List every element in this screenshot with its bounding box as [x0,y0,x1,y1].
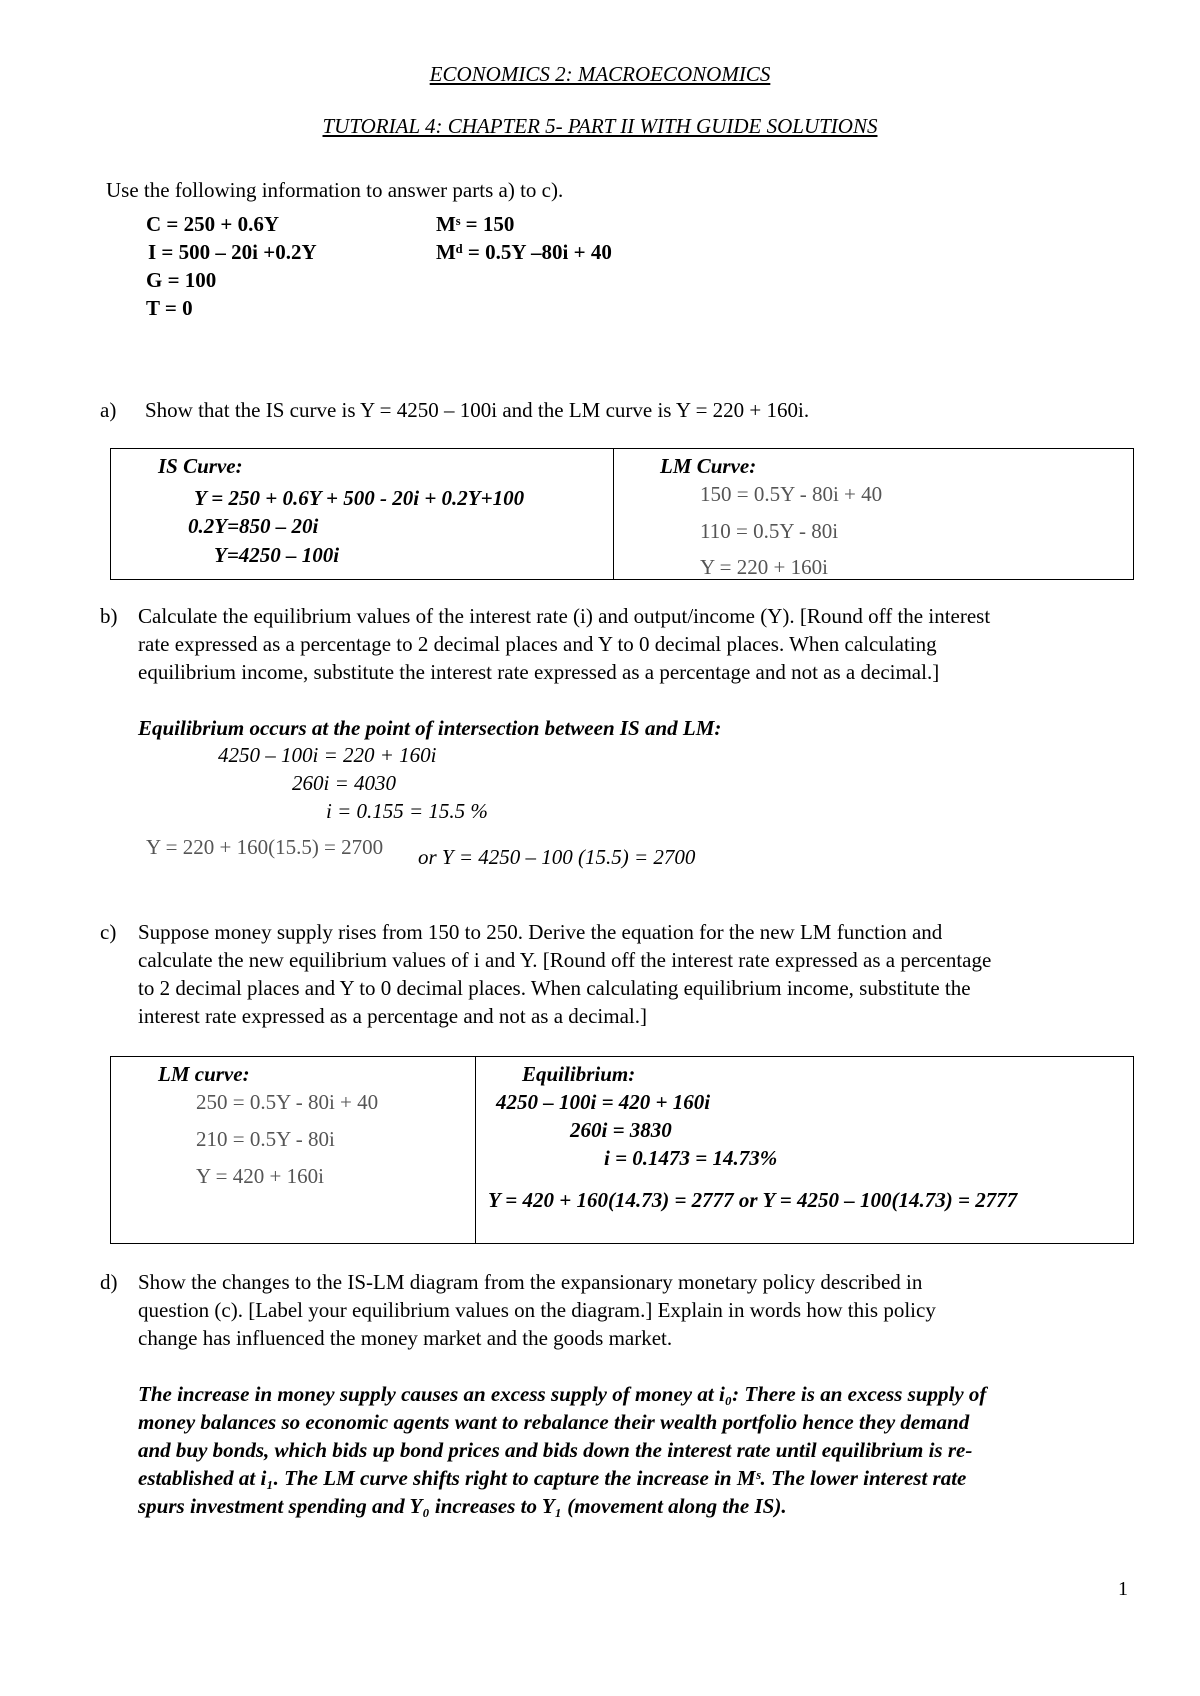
lm-step-1: 150 = 0.5Y - 80i + 40 [700,482,883,506]
part-c-label: c) [100,920,117,944]
part-d-answer-line-2: money balances so economic agents want to rebalance their wealth portfolio hence they demand [138,1410,970,1434]
part-c-question-line-2: calculate the new equilibrium values of i and Y. [Round off the interest rate expressed as a percentage [138,948,992,972]
lm-curve-heading: LM Curve: [660,454,757,478]
part-d-answer-line-5: spurs investment spending and Y₀ increases to Y₁ (movement along the IS). [138,1494,787,1518]
tax-equation: T = 0 [146,296,193,320]
money-supply-equation: Mˢ = 150 [436,212,515,236]
table-divider [613,448,614,580]
is-step-3: Y=4250 – 100i [214,543,340,567]
course-title: ECONOMICS 2: MACROECONOMICS [429,62,771,86]
new-eq-step-3: i = 0.1473 = 14.73% [604,1146,778,1170]
new-lm-step-3: Y = 420 + 160i [196,1164,324,1188]
part-b-step-4-equation: Y = 220 + 160(15.5) = 2700 [146,835,384,859]
is-curve-heading: IS Curve: [158,454,243,478]
new-eq-step-1: 4250 – 100i = 420 + 160i [496,1090,711,1114]
part-c-question-line-3: to 2 decimal places and Y to 0 decimal places. When calculating equilibrium income, substitute the [138,976,971,1000]
part-b-step-3: i = 0.155 = 15.5 % [326,799,488,823]
new-lm-step-1: 250 = 0.5Y - 80i + 40 [196,1090,379,1114]
part-d-answer-line-4: established at i₁. The LM curve shifts right to capture the increase in Mˢ. The lower interest rate [138,1466,967,1490]
part-d-question-line-1: Show the changes to the IS-LM diagram from the expansionary monetary policy described in [138,1270,923,1294]
part-b-step-2: 260i = 4030 [292,771,397,795]
consumption-equation: C = 250 + 0.6Y [146,212,280,236]
page-number: 1 [1118,1578,1128,1600]
table-divider [475,1056,476,1244]
lm-step-2: 110 = 0.5Y - 80i [700,519,839,543]
investment-equation: I = 500 – 20i +0.2Y [148,240,317,264]
part-d-question-line-3: change has influenced the money market and the goods market. [138,1326,673,1350]
tutorial-title: TUTORIAL 4: CHAPTER 5- PART II WITH GUIDE SOLUTIONS [322,114,878,138]
part-b-step-4-alternative: or Y = 4250 – 100 (15.5) = 2700 [418,845,696,869]
is-step-2: 0.2Y=850 – 20i [188,514,319,538]
part-b-question-line-3: equilibrium income, substitute the interest rate expressed as a percentage and not as a decimal.] [138,660,940,684]
part-b-label: b) [100,604,118,628]
part-a-label: a) [100,398,117,422]
part-a-question: Show that the IS curve is Y = 4250 – 100i and the LM curve is Y = 220 + 160i. [145,398,810,422]
part-b-question-line-1: Calculate the equilibrium values of the interest rate (i) and output/income (Y). [Round off the interest [138,604,991,628]
new-eq-step-2: 260i = 3830 [570,1118,672,1142]
lm-step-3: Y = 220 + 160i [700,555,828,579]
part-d-answer-line-1: The increase in money supply causes an excess supply of money at i₀: There is an excess supply of [138,1382,987,1406]
part-b-question-line-2: rate expressed as a percentage to 2 decimal places and Y to 0 decimal places. When calculating [138,632,937,656]
new-eq-step-4: Y = 420 + 160(14.73) = 2777 or Y = 4250 – 100(14.73) = 2777 [488,1188,1018,1212]
part-d-question-line-2: question (c). [Label your equilibrium values on the diagram.] Explain in words how this policy [138,1298,936,1322]
part-c-question-line-1: Suppose money supply rises from 150 to 250. Derive the equation for the new LM function and [138,920,943,944]
part-d-answer-line-3: and buy bonds, which bids up bond prices and bids down the interest rate until equilibrium is re- [138,1438,973,1462]
part-b-answer-heading: Equilibrium occurs at the point of intersection between IS and LM: [138,716,722,740]
part-d-label: d) [100,1270,118,1294]
new-lm-heading: LM curve: [158,1062,250,1086]
part-c-question-line-4: interest rate expressed as a percentage and not as a decimal.] [138,1004,648,1028]
is-step-1: Y = 250 + 0.6Y + 500 - 20i + 0.2Y+100 [194,486,525,510]
part-b-step-1: 4250 – 100i = 220 + 160i [218,743,437,767]
money-demand-equation: Mᵈ = 0.5Y –80i + 40 [436,240,612,264]
new-equilibrium-heading: Equilibrium: [522,1062,636,1086]
government-equation: G = 100 [146,268,217,292]
intro-text: Use the following information to answer parts a) to c). [106,178,564,202]
new-lm-step-2: 210 = 0.5Y - 80i [196,1127,335,1151]
